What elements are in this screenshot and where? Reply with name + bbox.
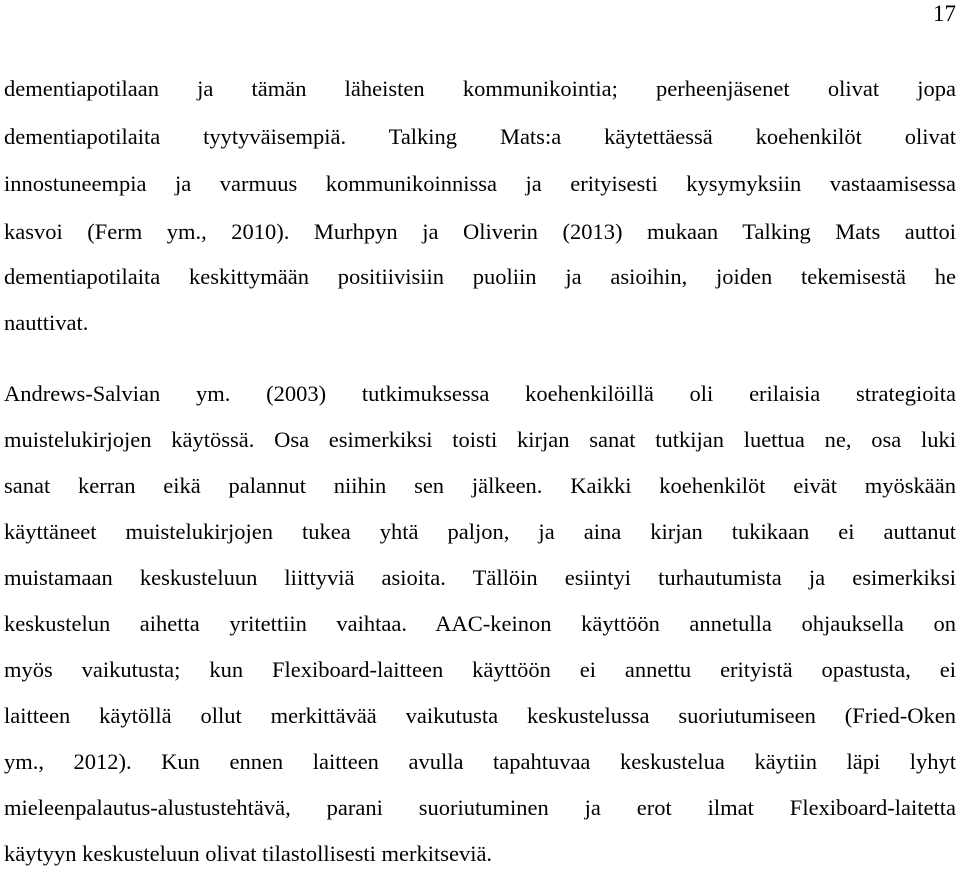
text-line: innostuneempia ja varmuus kommunikoinnissa ja erityisesti kysymyksiin vastaamisessa bbox=[4, 171, 956, 196]
text-line: nauttivat. bbox=[4, 310, 89, 335]
text-line: ym., 2012). Kun ennen laitteen avulla tapahtuvaa keskustelua käytiin läpi lyhyt bbox=[4, 749, 956, 774]
page-number: 17 bbox=[933, 1, 956, 26]
text-line: myös vaikutusta; kun Flexiboard-laitteen käyttöön ei annettu erityistä opastusta, ei bbox=[4, 657, 956, 682]
text-line: dementiapotilaita tyytyväisempiä. Talking Mats:a käytettäessä koehenkilöt olivat bbox=[4, 124, 956, 149]
text-line: Andrews-Salvian ym. (2003) tutkimuksessa koehenkilöillä oli erilaisia strategioita bbox=[4, 381, 956, 406]
text-line: muistamaan keskusteluun liittyviä asioita. Tällöin esiintyi turhautumista ja esimerkiksi bbox=[4, 565, 956, 590]
text-line: käytyyn keskusteluun olivat tilastollisesti merkitseviä. bbox=[4, 841, 493, 866]
text-line: sanat kerran eikä palannut niihin sen jälkeen. Kaikki koehenkilöt eivät myöskään bbox=[4, 473, 956, 498]
text-line: kasvoi (Ferm ym., 2010). Murhpyn ja Oliverin (2013) mukaan Talking Mats auttoi bbox=[4, 219, 956, 244]
text-line: käyttäneet muistelukirjojen tukea yhtä paljon, ja aina kirjan tukikaan ei auttanut bbox=[4, 519, 956, 544]
text-line: keskustelun aihetta yritettiin vaihtaa. AAC-keinon käyttöön annetulla ohjauksella on bbox=[4, 611, 956, 636]
text-line: dementiapotilaita keskittymään positiivisiin puoliin ja asioihin, joiden tekemisestä he bbox=[4, 264, 956, 289]
text-line: laitteen käytöllä ollut merkittävää vaikutusta keskustelussa suoriutumiseen (Fried-Oken bbox=[4, 703, 956, 728]
text-line: dementiapotilaan ja tämän läheisten kommunikointia; perheenjäsenet olivat jopa bbox=[4, 76, 956, 101]
text-line: mieleenpalautus-alustustehtävä, parani suoriutuminen ja erot ilmat Flexiboard-laitetta bbox=[4, 795, 956, 820]
text-line: muistelukirjojen käytössä. Osa esimerkiksi toisti kirjan sanat tutkijan luettua ne, osa luki bbox=[4, 427, 956, 452]
